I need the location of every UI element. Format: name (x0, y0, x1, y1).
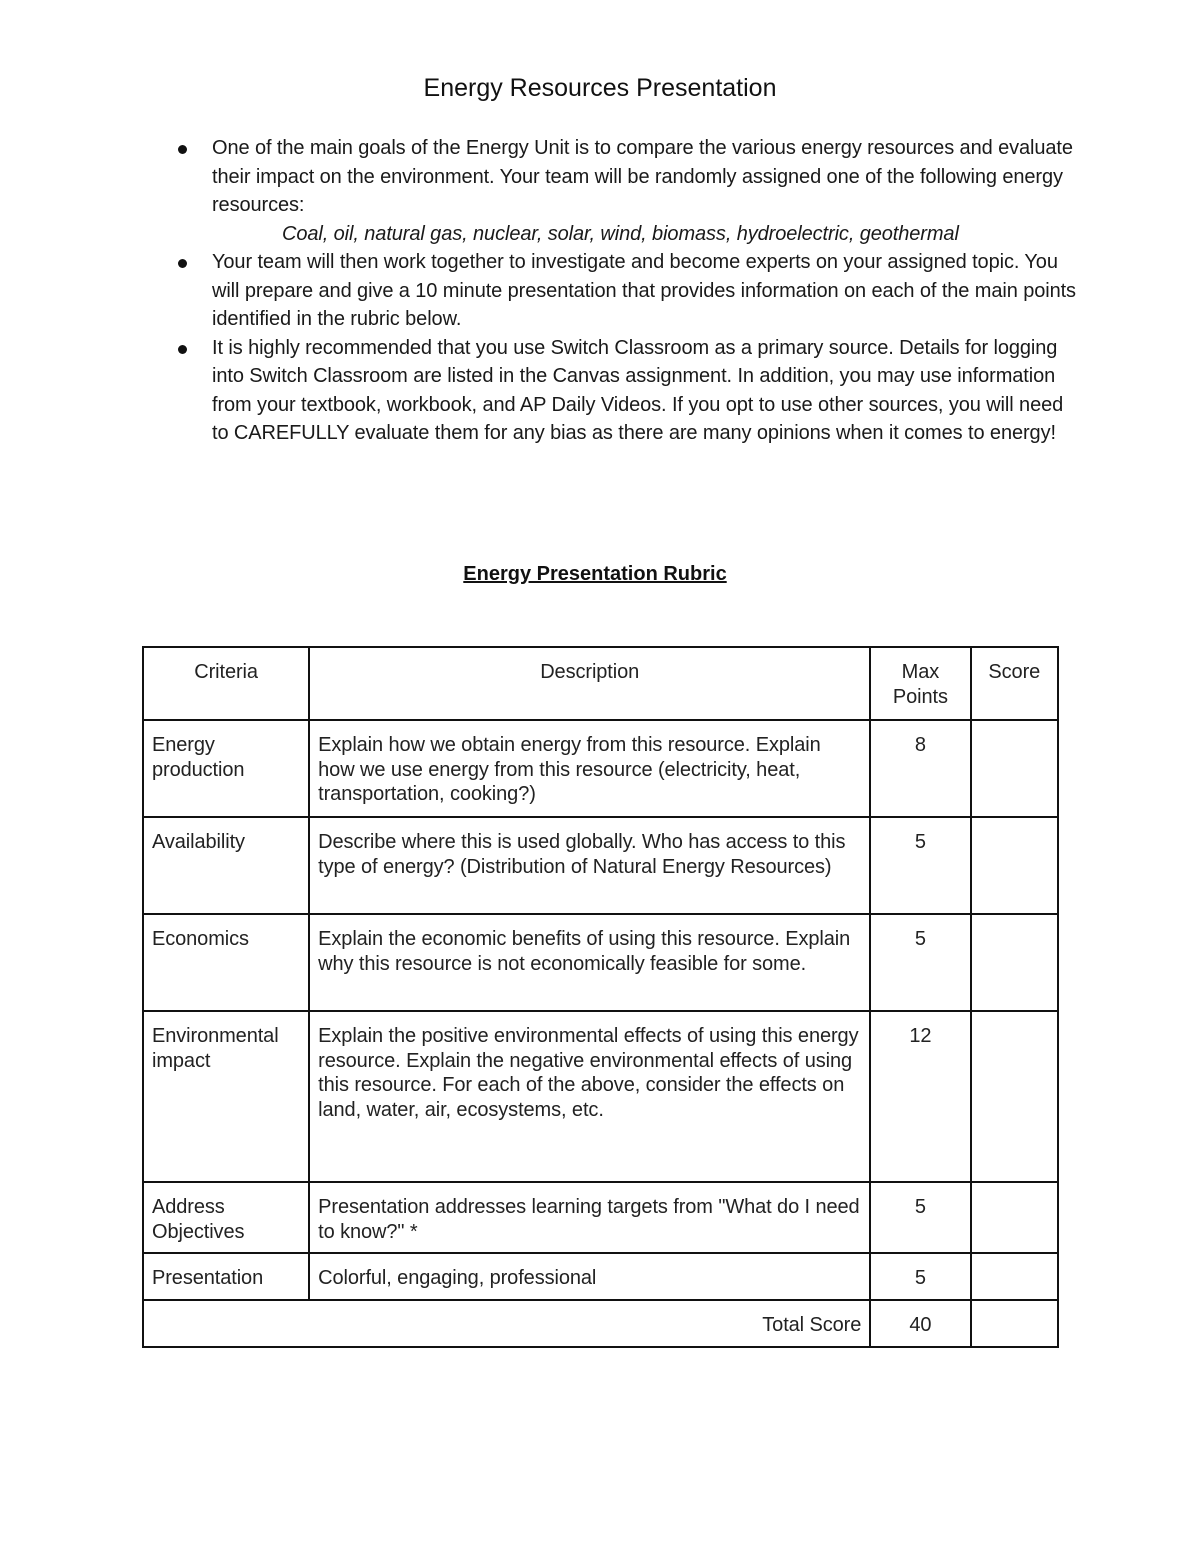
description-cell: Explain the economic benefits of using this resource. Explain why this resource is not economically feasible for some. (309, 914, 870, 1011)
total-max-points: 40 (870, 1300, 970, 1347)
criteria-cell: Economics (143, 914, 309, 1011)
description-cell: Presentation addresses learning targets from "What do I need to know?" * (309, 1182, 870, 1253)
score-cell[interactable] (971, 914, 1058, 1011)
rubric-row (143, 1011, 1058, 1182)
rubric-row (143, 914, 1058, 1011)
max-points-cell: 5 (870, 1182, 970, 1253)
score-cell[interactable] (971, 1182, 1058, 1253)
rubric-row (143, 1182, 1058, 1253)
criteria-cell: Availability (143, 817, 309, 914)
header-criteria: Criteria (143, 647, 309, 720)
bullet-icon (178, 145, 187, 154)
bullet-icon (178, 345, 187, 354)
rubric-header-row (143, 647, 1058, 720)
max-points-cell: 5 (870, 914, 970, 1011)
score-cell[interactable] (971, 1011, 1058, 1182)
page-title: Energy Resources Presentation (423, 74, 777, 102)
header-description: Description (309, 647, 870, 720)
intro-bullet (176, 334, 1076, 448)
criteria-cell: Environmental impact (143, 1011, 309, 1182)
intro-bullet (176, 248, 1076, 334)
energy-resource-list: Coal, oil, natural gas, nuclear, solar, wind, biomass, hydroelectric, geothermal (282, 222, 959, 245)
rubric-title: Energy Presentation Rubric (463, 563, 727, 585)
intro-bullet (176, 134, 1076, 248)
criteria-cell: Address Objectives (143, 1182, 309, 1253)
rubric-row (143, 720, 1058, 817)
rubric-row (143, 1253, 1058, 1300)
score-cell[interactable] (971, 720, 1058, 817)
bullet-text: One of the main goals of the Energy Unit is to compare the various energy resources and evaluate their impact on the environment. Your team will be randomly assigned one of the following energy resources: (212, 137, 1073, 216)
header-score: Score (971, 647, 1058, 720)
max-points-cell: 12 (870, 1011, 970, 1182)
description-cell: Explain how we obtain energy from this resource. Explain how we use energy from this resource (electricity, heat, transportation, cooking?) (309, 720, 870, 817)
header-max-points: Max Points (870, 647, 970, 720)
bullet-icon (178, 259, 187, 268)
rubric-table (142, 646, 1059, 1348)
intro-bullet-list (176, 134, 1076, 448)
criteria-cell: Presentation (143, 1253, 309, 1300)
score-cell[interactable] (971, 1253, 1058, 1300)
criteria-cell: Energy production (143, 720, 309, 817)
max-points-cell: 5 (870, 817, 970, 914)
rubric-row (143, 817, 1058, 914)
description-cell: Explain the positive environmental effects of using this energy resource. Explain the negative environmental effects of using this resource. For each of the above, consider the effects on land, water, air, ecosystems, etc. (309, 1011, 870, 1182)
max-points-cell: 8 (870, 720, 970, 817)
bullet-text: Your team will then work together to investigate and become experts on your assigned topic. You will prepare and give a 10 minute presentation that provides information on each of the main points identified in the rubric below. (212, 251, 1076, 330)
total-score-cell[interactable] (971, 1300, 1058, 1347)
total-score-label: Total Score (143, 1300, 870, 1347)
description-cell: Colorful, engaging, professional (309, 1253, 870, 1300)
max-points-cell: 5 (870, 1253, 970, 1300)
bullet-text: It is highly recommended that you use Switch Classroom as a primary source. Details for logging into Switch Classroom are listed in the Canvas assignment. In addition, you may use information from your textbook, workbook, and AP Daily Videos. If you opt to use other sources, you will need to CAREFULLY evaluate them for any bias as there are many opinions when it comes to energy! (212, 336, 1064, 444)
rubric-total-row (143, 1300, 1058, 1347)
score-cell[interactable] (971, 817, 1058, 914)
description-cell: Describe where this is used globally. Who has access to this type of energy? (Distribution of Natural Energy Resources) (309, 817, 870, 914)
